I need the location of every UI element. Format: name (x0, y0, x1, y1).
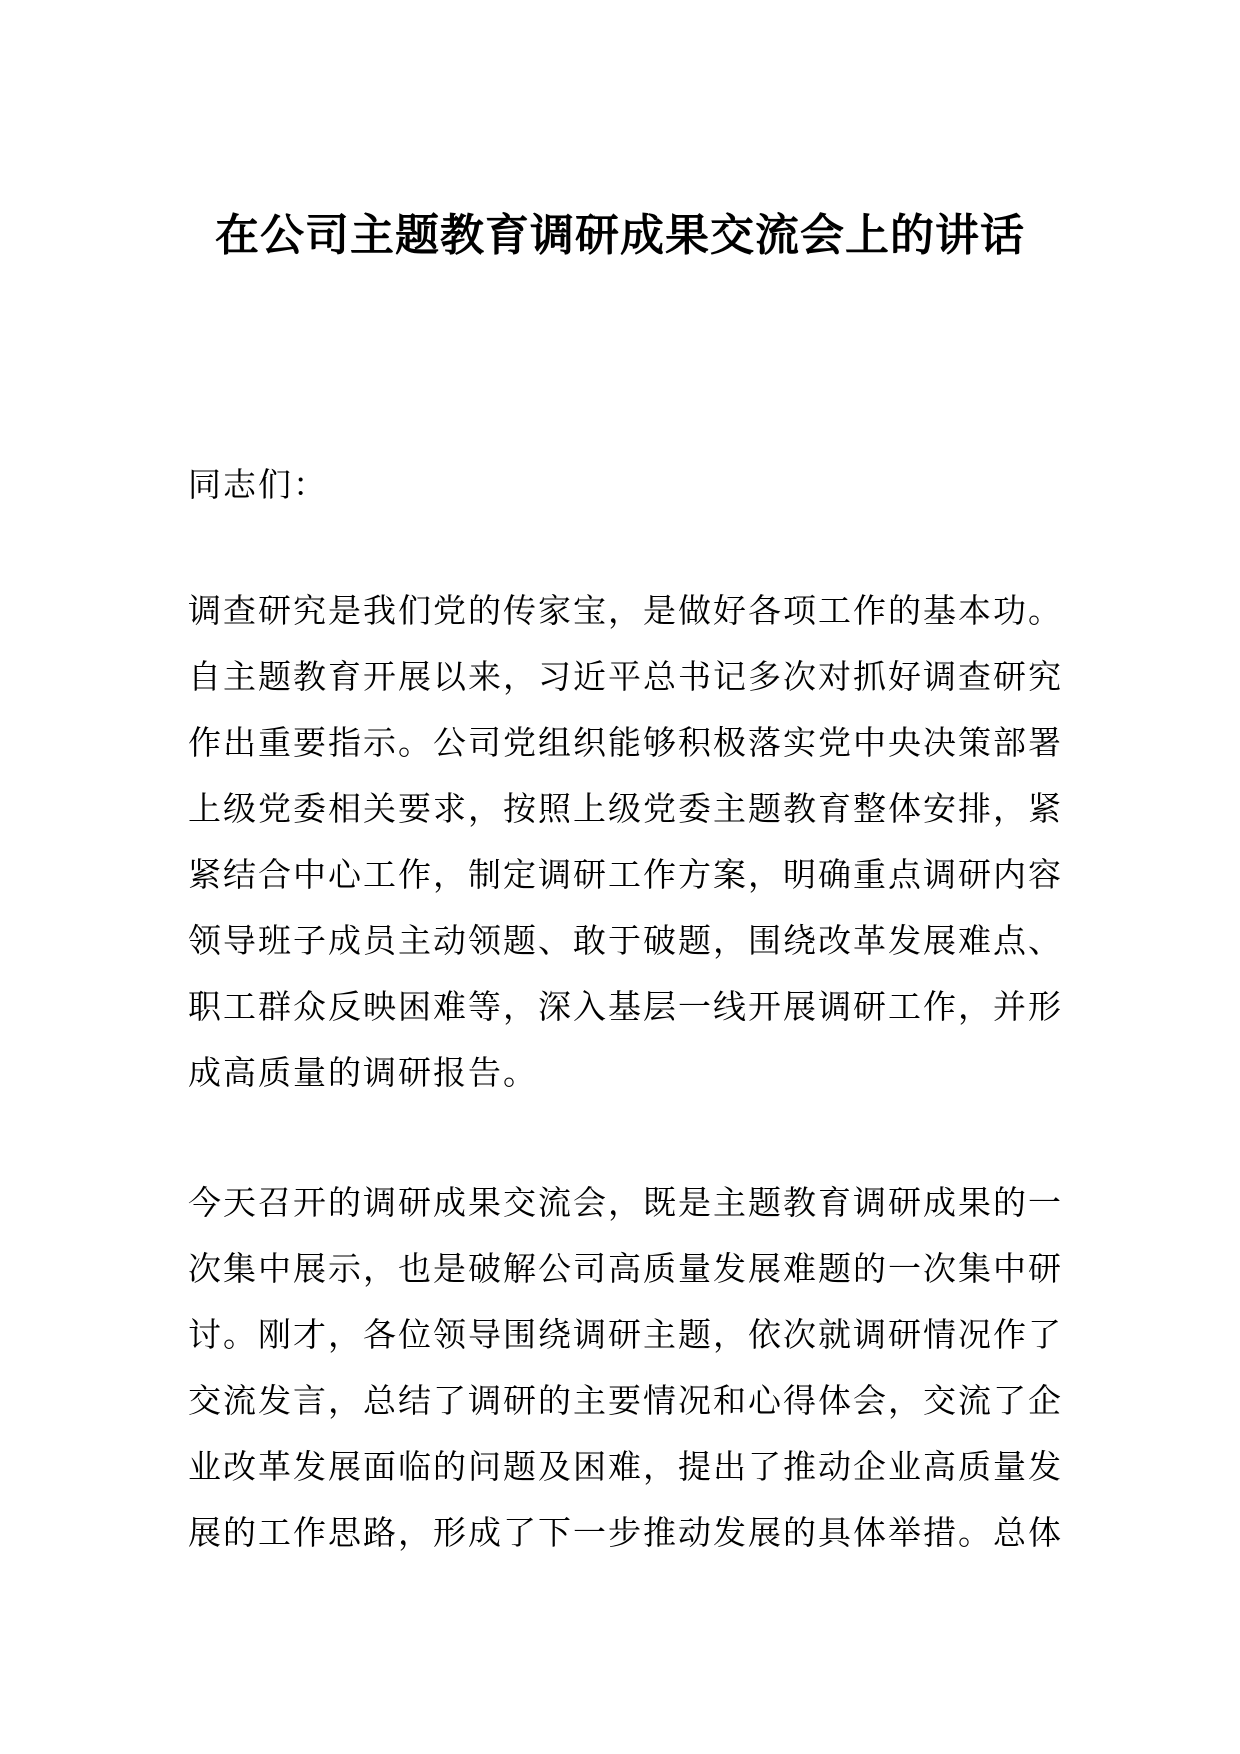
paragraph-line: 业改革发展面临的问题及困难，提出了推动企业高质量发 (188, 1447, 1063, 1486)
paragraph-line: 紧结合中心工作，制定调研工作方案，明确重点调研内容 (188, 855, 1063, 894)
paragraph-line: 上级党委相关要求，按照上级党委主题教育整体安排，紧 (188, 789, 1063, 828)
paragraph-1 (188, 578, 1068, 1106)
document-title: 在公司主题教育调研成果交流会上的讲话 (215, 210, 1025, 261)
paragraph-line: 调查研究是我们党的传家宝，是做好各项工作的基本功。 (188, 591, 1063, 630)
paragraph-line: 今天召开的调研成果交流会，既是主题教育调研成果的一 (188, 1183, 1063, 1222)
paragraph-line: 讨。刚才，各位领导围绕调研主题，依次就调研情况作了 (188, 1315, 1063, 1354)
paragraph-line: 职工群众反映困难等，深入基层一线开展调研工作，并形 (188, 987, 1063, 1026)
paragraph-line: 领导班子成员主动领题、敢于破题，围绕改革发展难点、 (188, 921, 1063, 960)
paragraph-2 (188, 1170, 1068, 1566)
greeting: 同志们： (188, 465, 328, 504)
paragraph-line: 次集中展示，也是破解公司高质量发展难题的一次集中研 (188, 1249, 1063, 1288)
paragraph-line: 展的工作思路，形成了下一步推动发展的具体举措。总体 (188, 1513, 1063, 1552)
paragraph-line: 交流发言，总结了调研的主要情况和心得体会，交流了企 (188, 1381, 1063, 1420)
paragraph-line: 自主题教育开展以来，习近平总书记多次对抓好调查研究 (188, 657, 1063, 696)
paragraph-line: 作出重要指示。公司党组织能够积极落实党中央决策部署 (188, 723, 1063, 762)
paragraph-line: 成高质量的调研报告。 (188, 1053, 538, 1092)
